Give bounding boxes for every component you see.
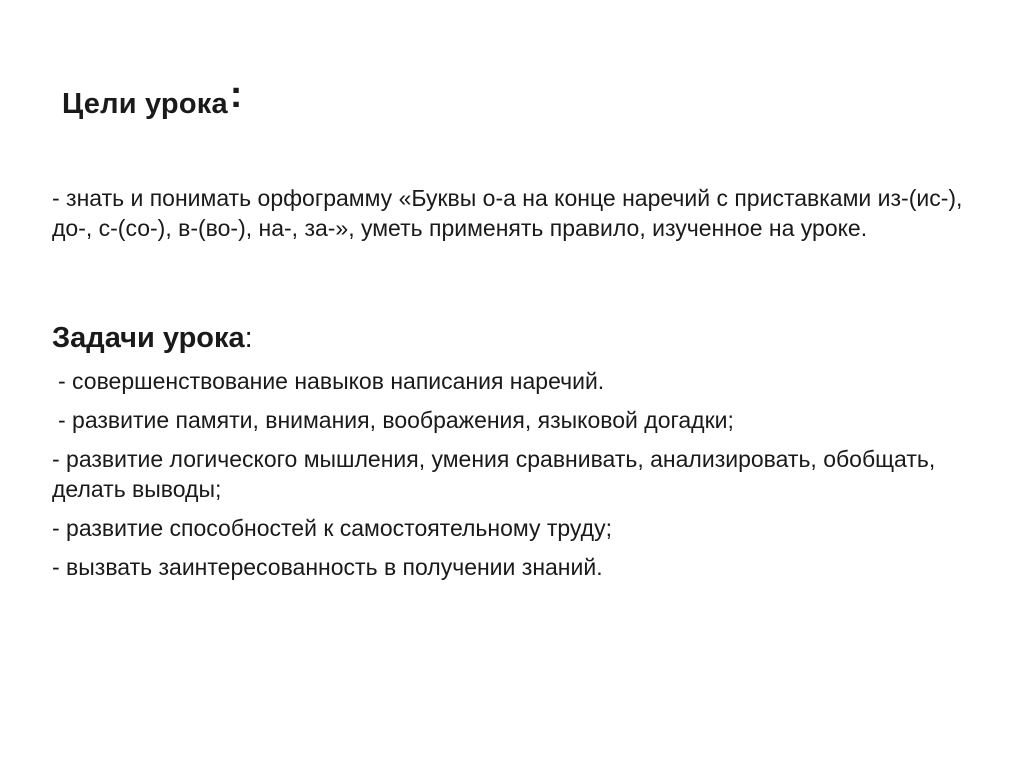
goals-heading-text: Цели урока <box>62 88 228 120</box>
tasks-list <box>52 366 992 591</box>
task-item: - совершенствование навыков написания наречий. <box>58 368 605 394</box>
task-item: - развитие способностей к самостоятельному труду; <box>52 515 612 541</box>
tasks-heading <box>52 322 253 355</box>
goals-heading <box>62 74 243 123</box>
task-item: - развитие памяти, внимания, воображения, языковой догадки; <box>58 407 734 433</box>
goals-text: - знать и понимать орфограмму «Буквы о-а на конце наречий с приставками из-(ис-), до-, с-(со-), в-(во-), на-, за-», уметь применять правило, изученное на уроке. <box>52 185 963 241</box>
tasks-heading-text: Задачи урока <box>52 322 245 354</box>
task-item: - вызвать заинтересованность в получении знаний. <box>52 554 603 580</box>
goals-heading-colon: : <box>229 74 243 116</box>
task-item: - развитие логического мышления, умения сравнивать, анализировать, обобщать, делать выводы; <box>52 446 936 502</box>
tasks-heading-colon: : <box>244 322 253 354</box>
